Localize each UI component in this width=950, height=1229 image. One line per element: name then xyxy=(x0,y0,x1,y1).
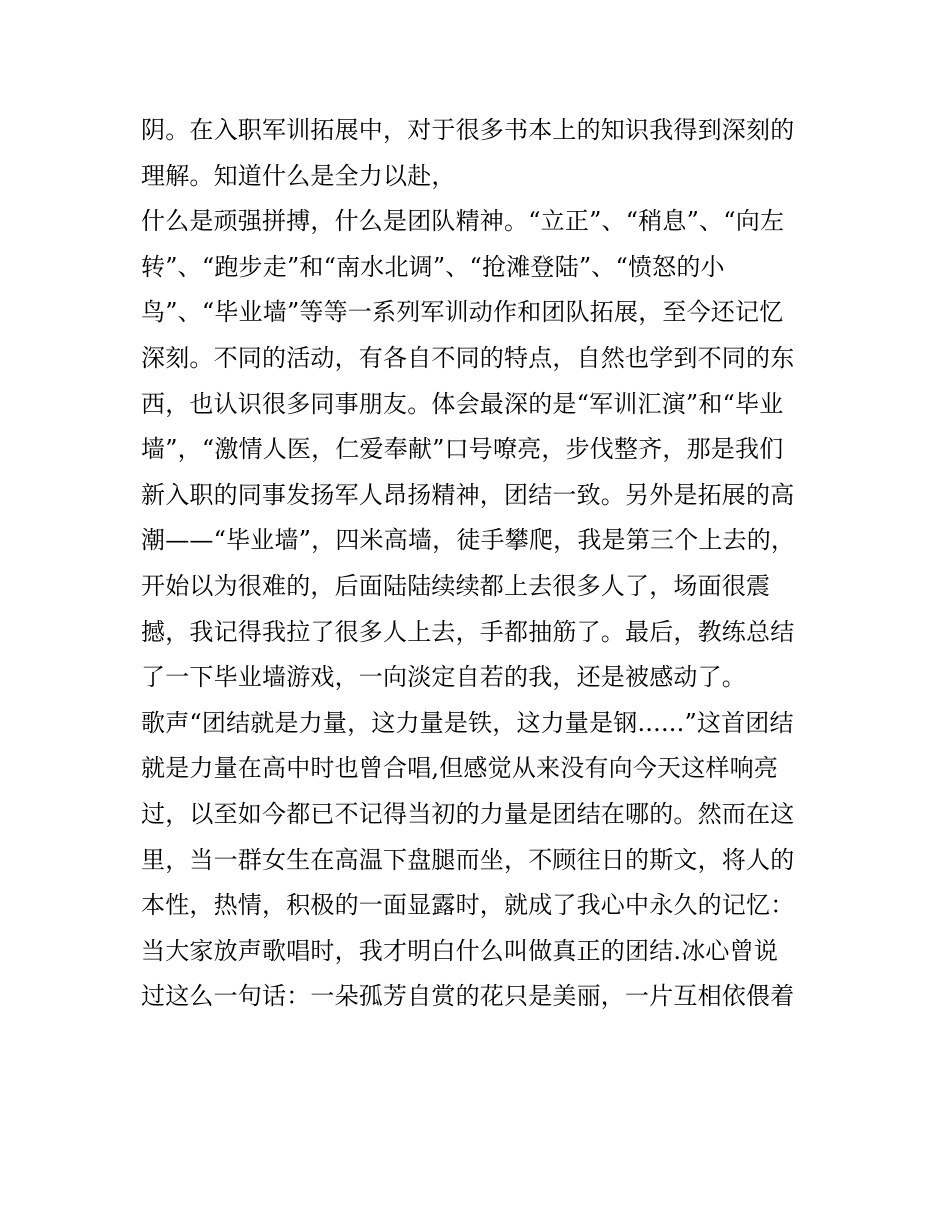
text-line: 转”、“跑步走”和“南水北调”、“抢滩登陆”、“愤怒的小 xyxy=(141,252,725,281)
text-line: 了一下毕业墙游戏，一向淡定自若的我，还是被感动了。 xyxy=(141,663,746,692)
text-line: 潮——“毕业墙”，四米高墙，徒手攀爬，我是第三个上去的， xyxy=(141,526,796,555)
text-line: 开始以为很难的，后面陆陆续续都上去很多人了，场面很震 xyxy=(141,571,771,600)
text-line: 什么是顽强拼搏，什么是团队精神。“立正”、“稍息”、“向左 xyxy=(141,207,785,236)
text-line: 阴。在入职军训拓展中，对于很多书本上的知识我得到深刻的 xyxy=(141,116,795,144)
text-line: 里，当一群女生在高温下盘腿而坐，不顾往日的斯文，将人的 xyxy=(141,845,795,874)
text-line: 理解。知道什么是全力以赴， xyxy=(141,161,456,190)
text-line: 新入职的同事发扬军人昂扬精神，团结一致。另外是拓展的高 xyxy=(141,480,795,509)
text-line: 鸟”、“毕业墙”等等一系列军训动作和团队拓展，至今还记忆 xyxy=(141,298,784,327)
text-line: 深刻。不同的活动，有各自不同的特点，自然也学到不同的东 xyxy=(141,343,795,372)
text-line: 歌声“团结就是力量，这力量是铁，这力量是钢......”这首团结 xyxy=(141,708,794,737)
text-line: 过，以至如今都已不记得当初的力量是团结在哪的。然而在这 xyxy=(141,799,795,828)
text-line: 撼，我记得我拉了很多人上去，手都抽筋了。最后，教练总结 xyxy=(141,617,795,646)
text-line: 过这么一句话：一朵孤芳自赏的花只是美丽，一片互相依偎着 xyxy=(141,982,795,1011)
text-line: 当大家放声歌唱时，我才明白什么叫做真正的团结.冰心曾说 xyxy=(141,936,779,965)
text-line: 西，也认识很多同事朋友。体会最深的是“军训汇演”和“毕业 xyxy=(141,389,784,418)
text-line: 本性，热情，积极的一面显露时，就成了我心中永久的记忆： xyxy=(141,891,795,920)
text-line: 墙”，“激情人医，仁爱奉献”口号嘹亮，步伐整齐，那是我们 xyxy=(141,435,784,464)
text-line: 就是力量在高中时也曾合唱,但感觉从来没有向今天这样响亮 xyxy=(141,754,779,783)
body-text xyxy=(141,108,821,1020)
